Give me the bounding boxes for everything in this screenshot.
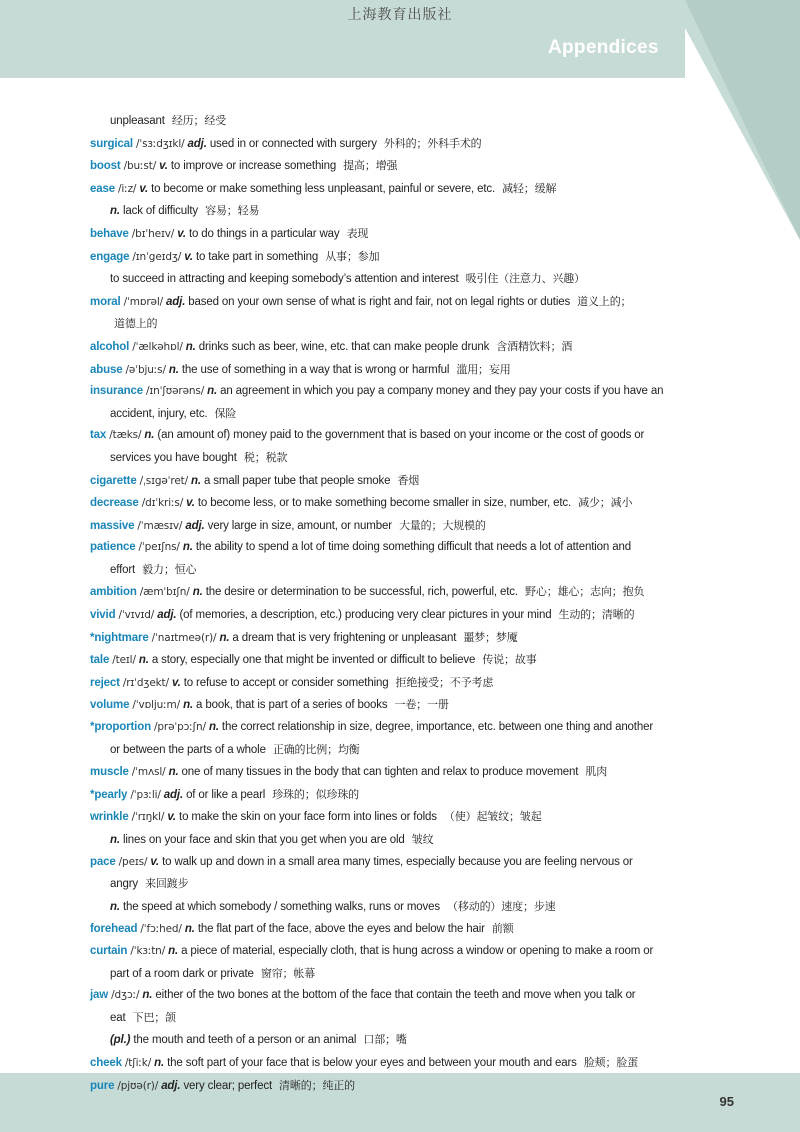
definition: drinks such as beer, wine, etc. that can make people drunk	[198, 340, 490, 353]
chinese-translation: （移动的）速度；步速	[447, 899, 556, 913]
headword: reject	[90, 676, 120, 689]
pronunciation: /ˈvɪvɪd/	[118, 609, 155, 622]
glossary-entries	[90, 110, 730, 1097]
chinese-translation: 减少；减小	[578, 496, 633, 510]
part-of-speech: n.	[207, 385, 218, 398]
chinese-translation: 从事；参加	[325, 249, 380, 263]
chinese-translation: 窗帘；帐幕	[260, 966, 316, 980]
chinese-translation: 脸颊；脸蛋	[583, 1055, 639, 1069]
part-of-speech: v.	[167, 811, 176, 824]
headword: engage	[90, 250, 130, 263]
entry-subsense-line	[90, 1007, 730, 1030]
definition: to take part in something	[195, 250, 319, 263]
pronunciation: /teɪl/	[112, 654, 136, 667]
headword: abuse	[90, 363, 123, 376]
entry-line	[90, 852, 730, 874]
definition: the mouth and teeth of a person or an animal	[133, 1034, 357, 1047]
chinese-translation: 提高；增强	[343, 159, 398, 173]
definition: to succeed in attracting and keeping somebody’s attention and interest	[110, 273, 459, 286]
part-of-speech: v.	[177, 227, 186, 240]
part-of-speech: (pl.)	[110, 1034, 131, 1047]
definition: the correct relationship in size, degree, importance, etc. between one thing and another	[221, 721, 654, 734]
pronunciation: /tʃiːk/	[124, 1056, 152, 1069]
pronunciation: /ˈælkəhɒl/	[132, 340, 183, 353]
headword: curtain	[90, 944, 128, 957]
pronunciation: /peɪs/	[118, 855, 148, 868]
glossary-entry	[90, 784, 730, 807]
pronunciation: /ɪnˈgeɪdʒ/	[132, 250, 182, 263]
part-of-speech: adj.	[163, 788, 184, 801]
definition: to become less, or to make something become smaller in size, number, etc.	[197, 497, 572, 510]
pronunciation: /æmˈbɪʃn/	[139, 586, 190, 599]
glossary-entry	[90, 470, 730, 493]
definition: lack of difficulty	[122, 205, 199, 218]
headword: boost	[90, 160, 121, 173]
publisher-name: 上海教育出版社	[347, 7, 453, 23]
glossary-entry	[90, 852, 730, 919]
chinese-translation: 前额	[491, 922, 514, 936]
definition: the use of something in a way that is wrong or harmful	[181, 363, 450, 376]
pronunciation: /ˈnaɪtmeə(r)/	[151, 631, 217, 644]
headword: vivid	[90, 609, 116, 622]
headword: ease	[90, 182, 115, 195]
chinese-translation: 生动的；清晰的	[558, 608, 635, 622]
part-of-speech: v.	[184, 250, 193, 263]
glossary-entry	[90, 1075, 730, 1098]
entry-line	[90, 359, 730, 382]
part-of-speech: n.	[219, 631, 230, 644]
chinese-translation: 皱纹	[411, 833, 434, 846]
part-of-speech: n.	[185, 340, 196, 353]
chinese-translation: 清晰的；纯正的	[279, 1078, 355, 1092]
part-of-speech: v.	[186, 497, 195, 510]
part-of-speech: n.	[168, 944, 179, 957]
part-of-speech: n.	[208, 721, 219, 734]
headword: jaw	[90, 989, 109, 1002]
part-of-speech: v.	[150, 855, 160, 868]
headword: massive	[90, 519, 135, 532]
headword: patience	[90, 541, 136, 554]
chinese-translation: 正确的比例；均衡	[272, 742, 360, 756]
glossary-entry	[90, 223, 730, 246]
entry-subsense-line	[90, 403, 730, 426]
glossary-entry	[90, 1052, 730, 1075]
glossary-entry	[90, 246, 730, 291]
part-of-speech: adj.	[185, 519, 205, 532]
definition: to make the skin on your face form into lines or folds	[179, 811, 437, 824]
entry-line	[90, 425, 730, 447]
part-of-speech: n.	[184, 923, 195, 936]
entry-subsense-line	[90, 1029, 730, 1052]
headword: decrease	[90, 497, 139, 510]
definition: one of many tissues in the body that can tighten and relax to produce movement	[181, 766, 579, 779]
chinese-translation: 外科的；外科手术的	[383, 136, 482, 150]
headword: pace	[90, 855, 116, 868]
entry-line	[90, 672, 730, 695]
part-of-speech: adj.	[166, 295, 186, 308]
chinese-translation: 拒绝接受；不予考虑	[395, 675, 494, 689]
glossary-entry	[90, 627, 730, 650]
entry-subsense-line	[90, 559, 730, 582]
chinese-translation: 一卷；一册	[394, 698, 449, 712]
definition: accident, injury, etc.	[110, 407, 208, 420]
part-of-speech: n.	[168, 766, 179, 779]
pronunciation: /ˈvɒljuːm/	[132, 699, 181, 712]
definition: angry	[110, 878, 139, 891]
entry-line	[90, 918, 730, 941]
pronunciation: /prəˈpɔːʃn/	[154, 721, 206, 734]
glossary-entry	[90, 604, 730, 627]
chinese-translation: 滥用；妄用	[456, 362, 511, 376]
chinese-translation: 来回踱步	[145, 877, 189, 891]
glossary-entry	[90, 806, 730, 851]
part-of-speech: v.	[139, 182, 149, 195]
entry-line	[90, 627, 730, 650]
pronunciation: /bɪˈheɪv/	[131, 227, 175, 240]
chinese-translation: 减轻；缓解	[502, 181, 557, 195]
entry-line	[90, 470, 730, 493]
entry-subsense-line	[90, 873, 730, 896]
glossary-entry	[90, 492, 730, 515]
entry-line	[90, 291, 730, 314]
part-of-speech: v.	[159, 160, 168, 173]
chinese-translation: 道义上的；	[577, 294, 632, 308]
entry-line	[90, 941, 730, 963]
entry-subsense-line	[90, 200, 730, 223]
definition: (of memories, a description, etc.) producing very clear pictures in your mind	[179, 609, 552, 622]
chinese-translation: 香烟	[397, 473, 420, 487]
entry-line	[90, 336, 730, 359]
pronunciation: /dɪˈkriːs/	[141, 497, 184, 510]
chinese-translation: 道德上的	[114, 317, 158, 331]
chinese-translation: （使）起皱纹；皱起	[443, 810, 542, 824]
pronunciation: /buːst/	[123, 160, 157, 173]
glossary-entry	[90, 672, 730, 695]
glossary-entry	[90, 761, 730, 784]
definition: the flat part of the face, above the eyes and below the hair	[197, 923, 485, 936]
part-of-speech: n.	[192, 586, 203, 599]
glossary-entry	[90, 985, 730, 1052]
headword: pure	[90, 1079, 115, 1092]
glossary-entry	[90, 178, 730, 223]
chinese-translation: 珍珠的；似珍珠的	[272, 787, 360, 801]
pronunciation: /ˈfɔːhed/	[140, 923, 182, 936]
part-of-speech: n.	[110, 900, 120, 913]
section-title: Appendices	[548, 37, 659, 58]
definition: a book, that is part of a series of books	[196, 699, 388, 712]
glossary-entry	[90, 515, 730, 538]
chinese-translation: 毅力；恒心	[142, 562, 197, 576]
definition: very large in size, amount, or number	[207, 519, 392, 532]
definition: of or like a pearl	[186, 788, 266, 801]
entry-line	[90, 806, 730, 829]
entry-line	[90, 537, 730, 559]
glossary-entry	[90, 381, 730, 425]
chinese-translation: 传说；故事	[482, 653, 537, 667]
glossary-entry	[90, 649, 730, 672]
entry-line	[90, 492, 730, 515]
chinese-translation: 肌肉	[585, 765, 608, 779]
definition: services you have bought	[110, 451, 237, 464]
entry-subsense-line	[90, 896, 730, 919]
part-of-speech: adj.	[157, 609, 177, 622]
entry-subsense-line	[90, 313, 730, 336]
headword: tax	[90, 429, 107, 442]
pronunciation: /tæks/	[109, 429, 142, 442]
pronunciation: /iːz/	[118, 182, 137, 195]
entry-line	[90, 133, 730, 156]
chinese-translation: 含酒精饮料；酒	[496, 339, 573, 353]
glossary-entry	[90, 110, 730, 133]
glossary-entry	[90, 694, 730, 717]
part-of-speech: n.	[138, 654, 149, 667]
headword: insurance	[90, 385, 143, 398]
entry-line	[90, 381, 730, 403]
headword: wrinkle	[90, 811, 129, 824]
glossary-entry	[90, 155, 730, 178]
definition: lines on your face and skin that you get when you are old	[122, 834, 405, 846]
pronunciation: /ˈpeɪʃns/	[138, 541, 180, 554]
definition: either of the two bones at the bottom of the face that contain the teeth and move when you talk or	[155, 989, 636, 1002]
chinese-translation: 保险	[214, 406, 237, 420]
definition: to walk up and down in a small area many times, especially because you are feeling nervous or	[162, 855, 633, 868]
pronunciation: /ˈmæsɪv/	[137, 519, 183, 532]
pronunciation: /ˈkɜːtn/	[130, 944, 166, 957]
headword: *proportion	[90, 721, 151, 734]
chinese-translation: 容易；轻易	[205, 204, 260, 218]
pronunciation: /ˈmʌsl/	[131, 766, 166, 779]
headword: muscle	[90, 766, 129, 779]
pronunciation: /ˈmɒrəl/	[123, 295, 163, 308]
entry-subsense-line	[90, 268, 730, 291]
entry-line	[90, 1052, 730, 1075]
headword: volume	[90, 699, 130, 712]
entry-line	[90, 110, 730, 133]
definition: a story, especially one that might be invented or difficult to believe	[151, 654, 476, 667]
headword: moral	[90, 295, 121, 308]
glossary-entry	[90, 941, 730, 985]
entry-line	[90, 761, 730, 784]
part-of-speech: adj.	[187, 137, 207, 150]
entry-line	[90, 515, 730, 538]
entry-line	[90, 223, 730, 246]
entry-line	[90, 178, 730, 201]
part-of-speech: n.	[183, 699, 193, 712]
chinese-translation: 口部；嘴	[363, 1033, 407, 1047]
definition: part of a room dark or private	[110, 967, 254, 980]
entry-line	[90, 694, 730, 717]
definition: a dream that is very frightening or unpleasant	[232, 631, 457, 644]
pronunciation: /ˌsɪgəˈret/	[139, 474, 188, 487]
entry-line	[90, 784, 730, 807]
definition: the desire or determination to be successful, rich, powerful, etc.	[205, 586, 518, 599]
chinese-translation: 下巴；颌	[132, 1010, 176, 1024]
definition: eat	[110, 1011, 126, 1024]
entry-subsense-line	[90, 829, 730, 852]
definition: the ability to spend a lot of time doing something difficult that needs a lot of attention and	[195, 541, 631, 554]
chinese-translation: 经历；经受	[171, 114, 227, 127]
glossary-entry	[90, 918, 730, 941]
entry-subsense-line	[90, 739, 730, 762]
definition: based on your own sense of what is right and fair, not on legal rights or duties	[188, 295, 571, 308]
headword: alcohol	[90, 340, 130, 353]
pronunciation: /ˈsɜːdʒɪkl/	[135, 137, 185, 150]
chinese-translation: 大量的；大规模的	[398, 518, 486, 532]
definition: unpleasant	[110, 115, 165, 127]
definition: a small paper tube that people smoke	[204, 474, 391, 487]
definition: effort	[110, 563, 136, 576]
entry-line	[90, 985, 730, 1007]
definition: to refuse to accept or consider something	[183, 676, 389, 689]
entry-line	[90, 1075, 730, 1098]
glossary-entry	[90, 425, 730, 469]
part-of-speech: adj.	[161, 1079, 181, 1092]
glossary-entry	[90, 336, 730, 359]
chinese-translation: 野心；雄心；志向；抱负	[525, 585, 645, 599]
chinese-translation: 吸引住（注意力、兴趣）	[465, 272, 585, 286]
pronunciation: /rɪˈdʒekt/	[122, 676, 169, 689]
entry-subsense-line	[90, 447, 730, 470]
definition: to do things in a particular way	[188, 227, 340, 240]
definition: the speed at which somebody / something walks, runs or moves	[122, 900, 440, 913]
chinese-translation: 税；税款	[243, 450, 288, 464]
headword: ambition	[90, 586, 137, 599]
headword: forehead	[90, 923, 138, 936]
part-of-speech: n.	[142, 989, 153, 1002]
headword: surgical	[90, 137, 133, 150]
glossary-entry	[90, 717, 730, 761]
definition: an agreement in which you pay a company money and they pay your costs if you have an	[220, 385, 664, 398]
headword: behave	[90, 227, 129, 240]
chinese-translation: 噩梦；梦魇	[463, 630, 518, 644]
headword: cheek	[90, 1056, 122, 1069]
headword: cigarette	[90, 474, 137, 487]
part-of-speech: n.	[182, 541, 193, 554]
part-of-speech: n.	[110, 205, 120, 218]
part-of-speech: n.	[110, 834, 120, 846]
glossary-entry	[90, 537, 730, 581]
part-of-speech: v.	[171, 676, 181, 689]
entry-line	[90, 155, 730, 178]
entry-line	[90, 604, 730, 627]
part-of-speech: n.	[144, 429, 155, 442]
pronunciation: /ɪnˈʃʊərəns/	[146, 385, 205, 398]
headword: *nightmare	[90, 631, 149, 644]
pronunciation: /əˈbjuːs/	[125, 363, 166, 376]
glossary-entry	[90, 359, 730, 382]
definition: the soft part of your face that is below your eyes and between your mouth and ears	[167, 1056, 577, 1069]
definition: a piece of material, especially cloth, that is hung across a window or opening to make a room or	[181, 944, 654, 957]
definition: to improve or increase something	[170, 160, 337, 173]
part-of-speech: n.	[154, 1056, 165, 1069]
pronunciation: /ˈrɪŋkl/	[131, 811, 165, 824]
definition: used in or connected with surgery	[209, 137, 377, 150]
page-number: 95	[719, 1094, 734, 1109]
definition: to become or make something less unpleasant, painful or severe, etc.	[151, 182, 496, 195]
pronunciation: /pjʊə(r)/	[117, 1079, 159, 1092]
pronunciation: /ˈpɜːli/	[130, 788, 161, 801]
headword: *pearly	[90, 788, 128, 801]
glossary-entry	[90, 581, 730, 604]
entry-line	[90, 581, 730, 604]
part-of-speech: n.	[191, 474, 201, 487]
definition: or between the parts of a whole	[110, 743, 266, 756]
entry-line	[90, 649, 730, 672]
entry-subsense-line	[90, 963, 730, 986]
part-of-speech: n.	[168, 363, 179, 376]
entry-line	[90, 717, 730, 739]
glossary-entry	[90, 291, 730, 336]
glossary-entry	[90, 133, 730, 156]
chinese-translation: 表现	[346, 226, 369, 240]
definition: (an amount of) money paid to the government that is based on your income or the cost of goods or	[157, 429, 645, 442]
headword: tale	[90, 654, 110, 667]
pronunciation: /dʒɔː/	[111, 989, 140, 1002]
definition: very clear; perfect	[183, 1079, 272, 1092]
entry-line	[90, 246, 730, 269]
